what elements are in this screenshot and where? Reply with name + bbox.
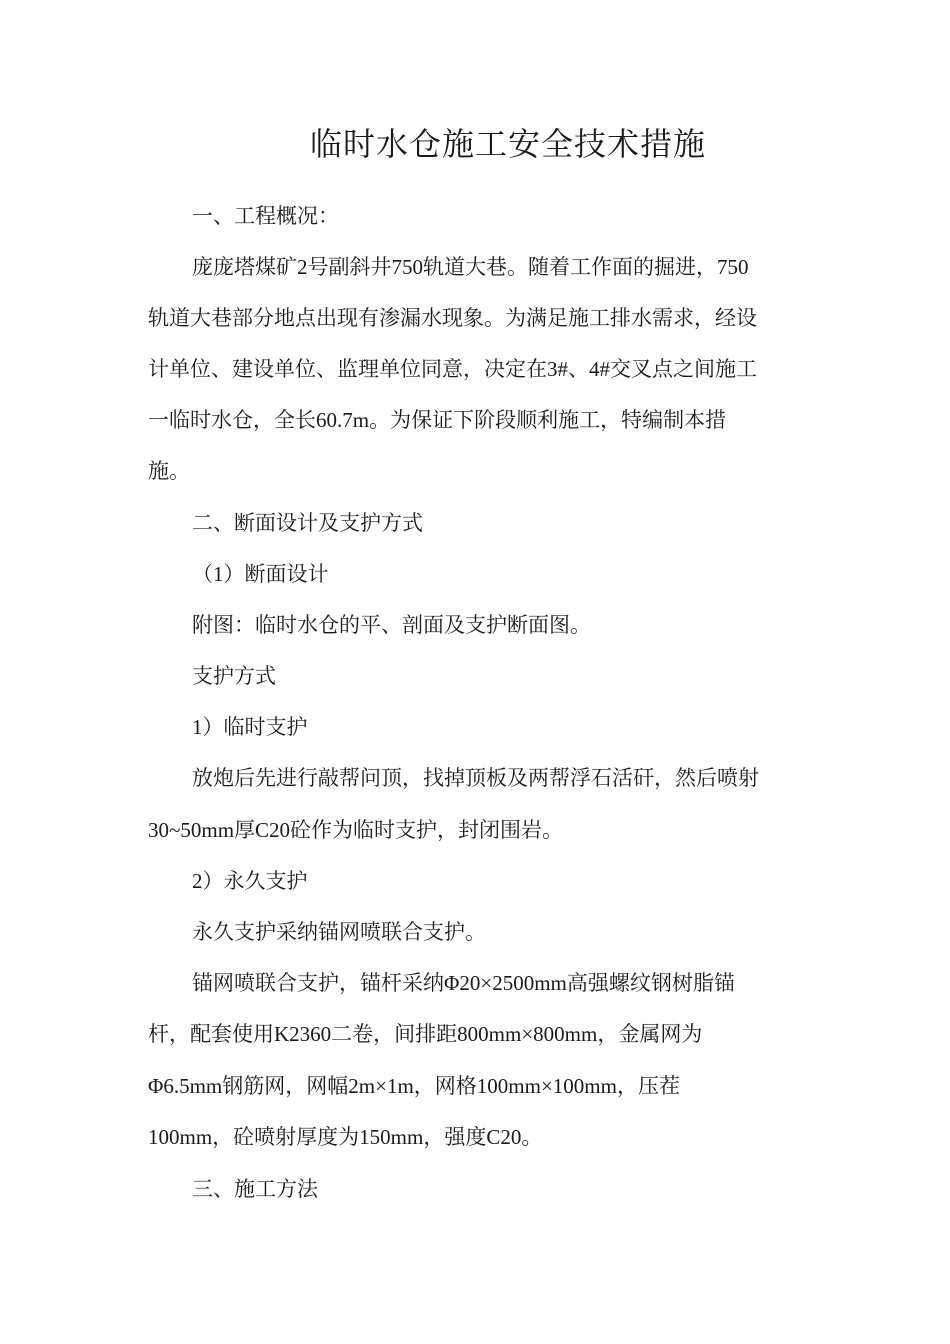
paragraph-line: 杆，配套使用K2360二卷，间排距800mm×800mm，金属网为 <box>148 1022 703 1046</box>
section-heading-2: 二、断面设计及支护方式 <box>192 511 423 535</box>
paragraph-line: 锚网喷联合支护，锚杆采纳Φ20×2500mm高强螺纹钢树脂锚 <box>192 971 735 995</box>
paragraph-line: 庞庞塔煤矿2号副斜井750轨道大巷。随着工作面的掘进，750 <box>192 255 749 279</box>
section-heading-3: 三、施工方法 <box>192 1177 318 1201</box>
paragraph-line: Φ6.5mm钢筋网，网幅2m×1m，网格100mm×100mm，压茬 <box>148 1074 680 1098</box>
paragraph-line: 永久支护采纳锚网喷联合支护。 <box>192 920 486 944</box>
paragraph-line: 施。 <box>148 459 190 483</box>
paragraph-line: 100mm，砼喷射厚度为150mm，强度C20。 <box>148 1125 543 1149</box>
paragraph-line: 计单位、建设单位、监理单位同意，决定在3#、4#交叉点之间施工 <box>148 357 757 381</box>
subsection-heading: 支护方式 <box>192 664 276 688</box>
document-title: 临时水仓施工安全技术措施 <box>309 126 706 162</box>
subsection-heading: （1）断面设计 <box>192 562 329 586</box>
paragraph-line: 放炮后先进行敲帮问顶，找掉顶板及两帮浮石活矸，然后喷射 <box>192 766 759 790</box>
subsection-heading: 1）临时支护 <box>192 715 308 739</box>
paragraph-line: 轨道大巷部分地点出现有渗漏水现象。为满足施工排水需求，经设 <box>148 306 757 330</box>
paragraph-line: 附图：临时水仓的平、剖面及支护断面图。 <box>192 613 591 637</box>
section-heading-1: 一、工程概况： <box>192 204 339 228</box>
paragraph-line: 30~50mm厚C20砼作为临时支护，封闭围岩。 <box>148 818 564 842</box>
paragraph-line: 一临时水仓，全长60.7m。为保证下阶段顺利施工，特编制本措 <box>148 408 727 432</box>
subsection-heading: 2）永久支护 <box>192 869 308 893</box>
